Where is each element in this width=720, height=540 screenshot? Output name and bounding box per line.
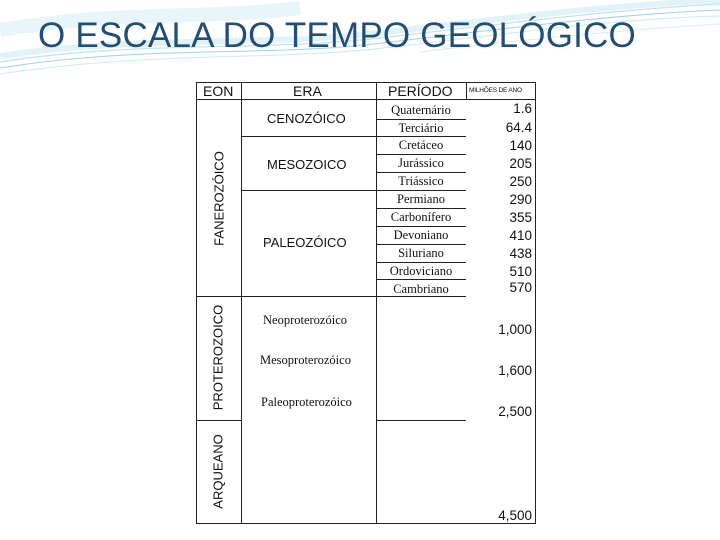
age-value: 205 — [509, 156, 532, 171]
age-value: 2,500 — [498, 404, 532, 419]
header-million-years: MILHÕES DE ANO — [469, 87, 522, 94]
era-paleoproterozoic: Paleoproterozóico — [261, 395, 352, 409]
period-triassic: Triássico — [398, 174, 444, 188]
age-value: 438 — [509, 246, 532, 261]
header-eon: EON — [203, 83, 234, 99]
period-carboniferous: Carbonífero — [390, 210, 452, 224]
period-silurian: Siluriano — [398, 246, 444, 260]
age-value: 1,600 — [498, 363, 532, 378]
era-mesoproterozoic: Mesoproterozóico — [260, 353, 351, 367]
age-value: 4,500 — [498, 508, 532, 523]
period-jurassic: Jurássico — [398, 156, 444, 170]
age-value: 410 — [509, 228, 532, 243]
period-permian: Permiano — [397, 192, 445, 206]
period-cambrian: Cambriano — [393, 282, 449, 296]
era-neoproterozoic: Neoproterozóico — [263, 313, 347, 327]
header-era: ERA — [293, 83, 322, 99]
age-value: 250 — [509, 174, 532, 189]
slide-title: O ESCALA DO TEMPO GEOLÓGICO — [38, 16, 636, 55]
eon-proterozoic: PROTEROZOICO — [210, 304, 226, 411]
eon-archean: ARQUEANO — [210, 434, 226, 509]
era-paleozoic: PALEOZÓICO — [263, 235, 347, 250]
age-value: 140 — [509, 138, 532, 153]
age-value: 290 — [509, 192, 532, 207]
age-value: 355 — [509, 210, 532, 225]
age-value: 64.4 — [505, 120, 532, 135]
period-quaternary: Quaternário — [391, 103, 451, 117]
period-cretaceous: Cretáceo — [398, 138, 444, 152]
age-value: 1,000 — [498, 322, 532, 337]
age-value: 570 — [509, 280, 532, 295]
era-cenozoic: CENOZÓICO — [267, 111, 346, 126]
period-tertiary: Terciário — [398, 121, 444, 135]
age-value: 510 — [509, 264, 532, 279]
header-period: PERÍODO — [388, 83, 453, 99]
geologic-time-table — [196, 82, 536, 524]
age-value: 1.6 — [513, 101, 532, 116]
era-mesozoic: MESOZOICO — [267, 157, 347, 172]
period-devonian: Devoniano — [393, 228, 449, 242]
period-ordovician: Ordoviciano — [389, 264, 453, 278]
eon-phanerozoic: FANEROZÓICO — [211, 151, 227, 246]
